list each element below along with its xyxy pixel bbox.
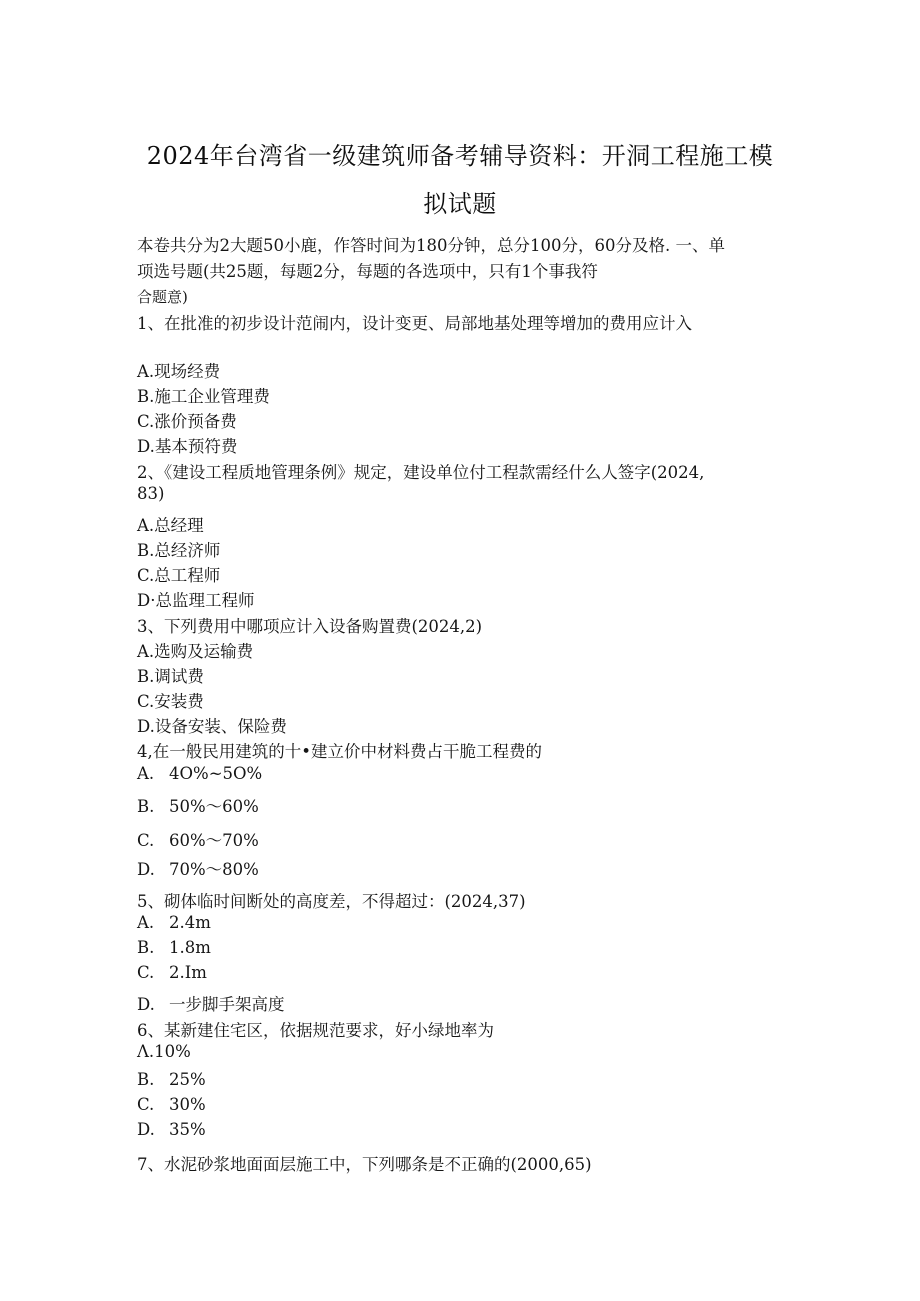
option-letter: D. xyxy=(137,1120,155,1139)
intro-line-3: 合题意) xyxy=(137,288,188,306)
question-5-option-c xyxy=(137,963,207,982)
question-2-stem: 2、《建设工程质地管理条例》规定，建设单位付工程款需经什么人签字(2024, xyxy=(137,463,705,482)
option-letter: B. xyxy=(137,1070,155,1089)
document-title-line-2: 拟试题 xyxy=(423,190,497,218)
question-6-option-c xyxy=(137,1095,206,1114)
question-1-option-c: C.涨价预备费 xyxy=(137,412,237,431)
question-5-option-b xyxy=(137,938,211,957)
question-6-option-b xyxy=(137,1070,206,1089)
question-1-option-d: D.基本预符费 xyxy=(137,437,238,456)
option-text: 4O%~5O% xyxy=(169,764,263,783)
option-letter: A. xyxy=(137,913,155,932)
option-letter: C. xyxy=(137,963,155,982)
option-text: 60%～70% xyxy=(169,831,259,850)
option-letter: A. xyxy=(137,764,155,783)
question-6-option-d xyxy=(137,1120,206,1139)
option-text: 25% xyxy=(169,1070,206,1089)
option-text: 35% xyxy=(169,1120,206,1139)
question-4-stem: 4,在一般民用建筑的十•建立价中材料费占干脆工程费的 xyxy=(137,742,542,761)
option-letter: B. xyxy=(137,938,155,957)
question-4-option-a xyxy=(137,764,262,783)
question-2-option-a: A.总经理 xyxy=(137,516,204,535)
question-4-option-d xyxy=(137,856,259,880)
option-letter: C. xyxy=(137,831,155,850)
intro-line-2: 项选号题(共25题，每题2分，每题的各选项中，只有1个事我符 xyxy=(137,262,598,281)
option-letter: C. xyxy=(137,1095,155,1114)
question-6-stem: 6、某新建住宅区，依据规范要求，好小绿地率为 xyxy=(137,1021,494,1040)
question-2-option-b: B.总经济师 xyxy=(137,541,221,560)
question-5-option-d xyxy=(137,991,285,1015)
question-7-stem: 7、水泥砂浆地面面层施工中，下列哪条是不正确的(2000,65) xyxy=(137,1155,592,1174)
question-2-option-c: C.总工程师 xyxy=(137,566,221,585)
question-1-option-a: A.现场经费 xyxy=(137,362,221,381)
option-text: 2.4m xyxy=(169,913,211,932)
question-3-option-a: A.选购及运输费 xyxy=(137,642,254,661)
option-text: 50%～60% xyxy=(169,797,259,816)
option-letter: D. xyxy=(137,995,155,1014)
question-3-option-b: B.调试费 xyxy=(137,667,204,686)
question-3-stem: 3、下列费用中哪项应计入设备购置费(2024,2) xyxy=(137,617,483,636)
question-3-option-d: D.设备安装、保险费 xyxy=(137,717,287,736)
question-1-option-b: B.施工企业管理费 xyxy=(137,387,270,406)
option-text: 一步脚手架高度 xyxy=(169,995,285,1014)
option-text: 2.Im xyxy=(169,963,207,982)
intro-line-1: 本卷共分为2大题50小鹿，作答时间为180分钟，总分100分，60分及格. 一、单 xyxy=(137,236,725,255)
question-4-option-b xyxy=(137,793,259,817)
option-letter: D. xyxy=(137,860,155,879)
question-6-option-a xyxy=(137,1042,191,1061)
question-4-option-c xyxy=(137,827,259,851)
option-text: Λ.10% xyxy=(137,1042,191,1061)
option-text: 70%～80% xyxy=(169,860,259,879)
question-5-option-a xyxy=(137,913,211,932)
question-5-stem: 5、砌体临时间断处的高度差，不得超过：(2024,37) xyxy=(137,892,526,911)
question-2-stem-continued: 83) xyxy=(137,484,165,503)
document-title-line-1: 2024年台湾省一级建筑师备考辅导资料：开洞工程施工模 xyxy=(146,142,774,170)
option-text: 30% xyxy=(169,1095,206,1114)
option-letter: B. xyxy=(137,797,155,816)
question-1-stem: 1、在批准的初步设计范闹内，设计变更、局部地基处理等增加的费用应计入 xyxy=(137,314,692,333)
question-3-option-c: C.安装费 xyxy=(137,692,204,711)
option-text: 1.8m xyxy=(169,938,211,957)
question-2-option-d: D·总监理工程师 xyxy=(137,591,255,610)
